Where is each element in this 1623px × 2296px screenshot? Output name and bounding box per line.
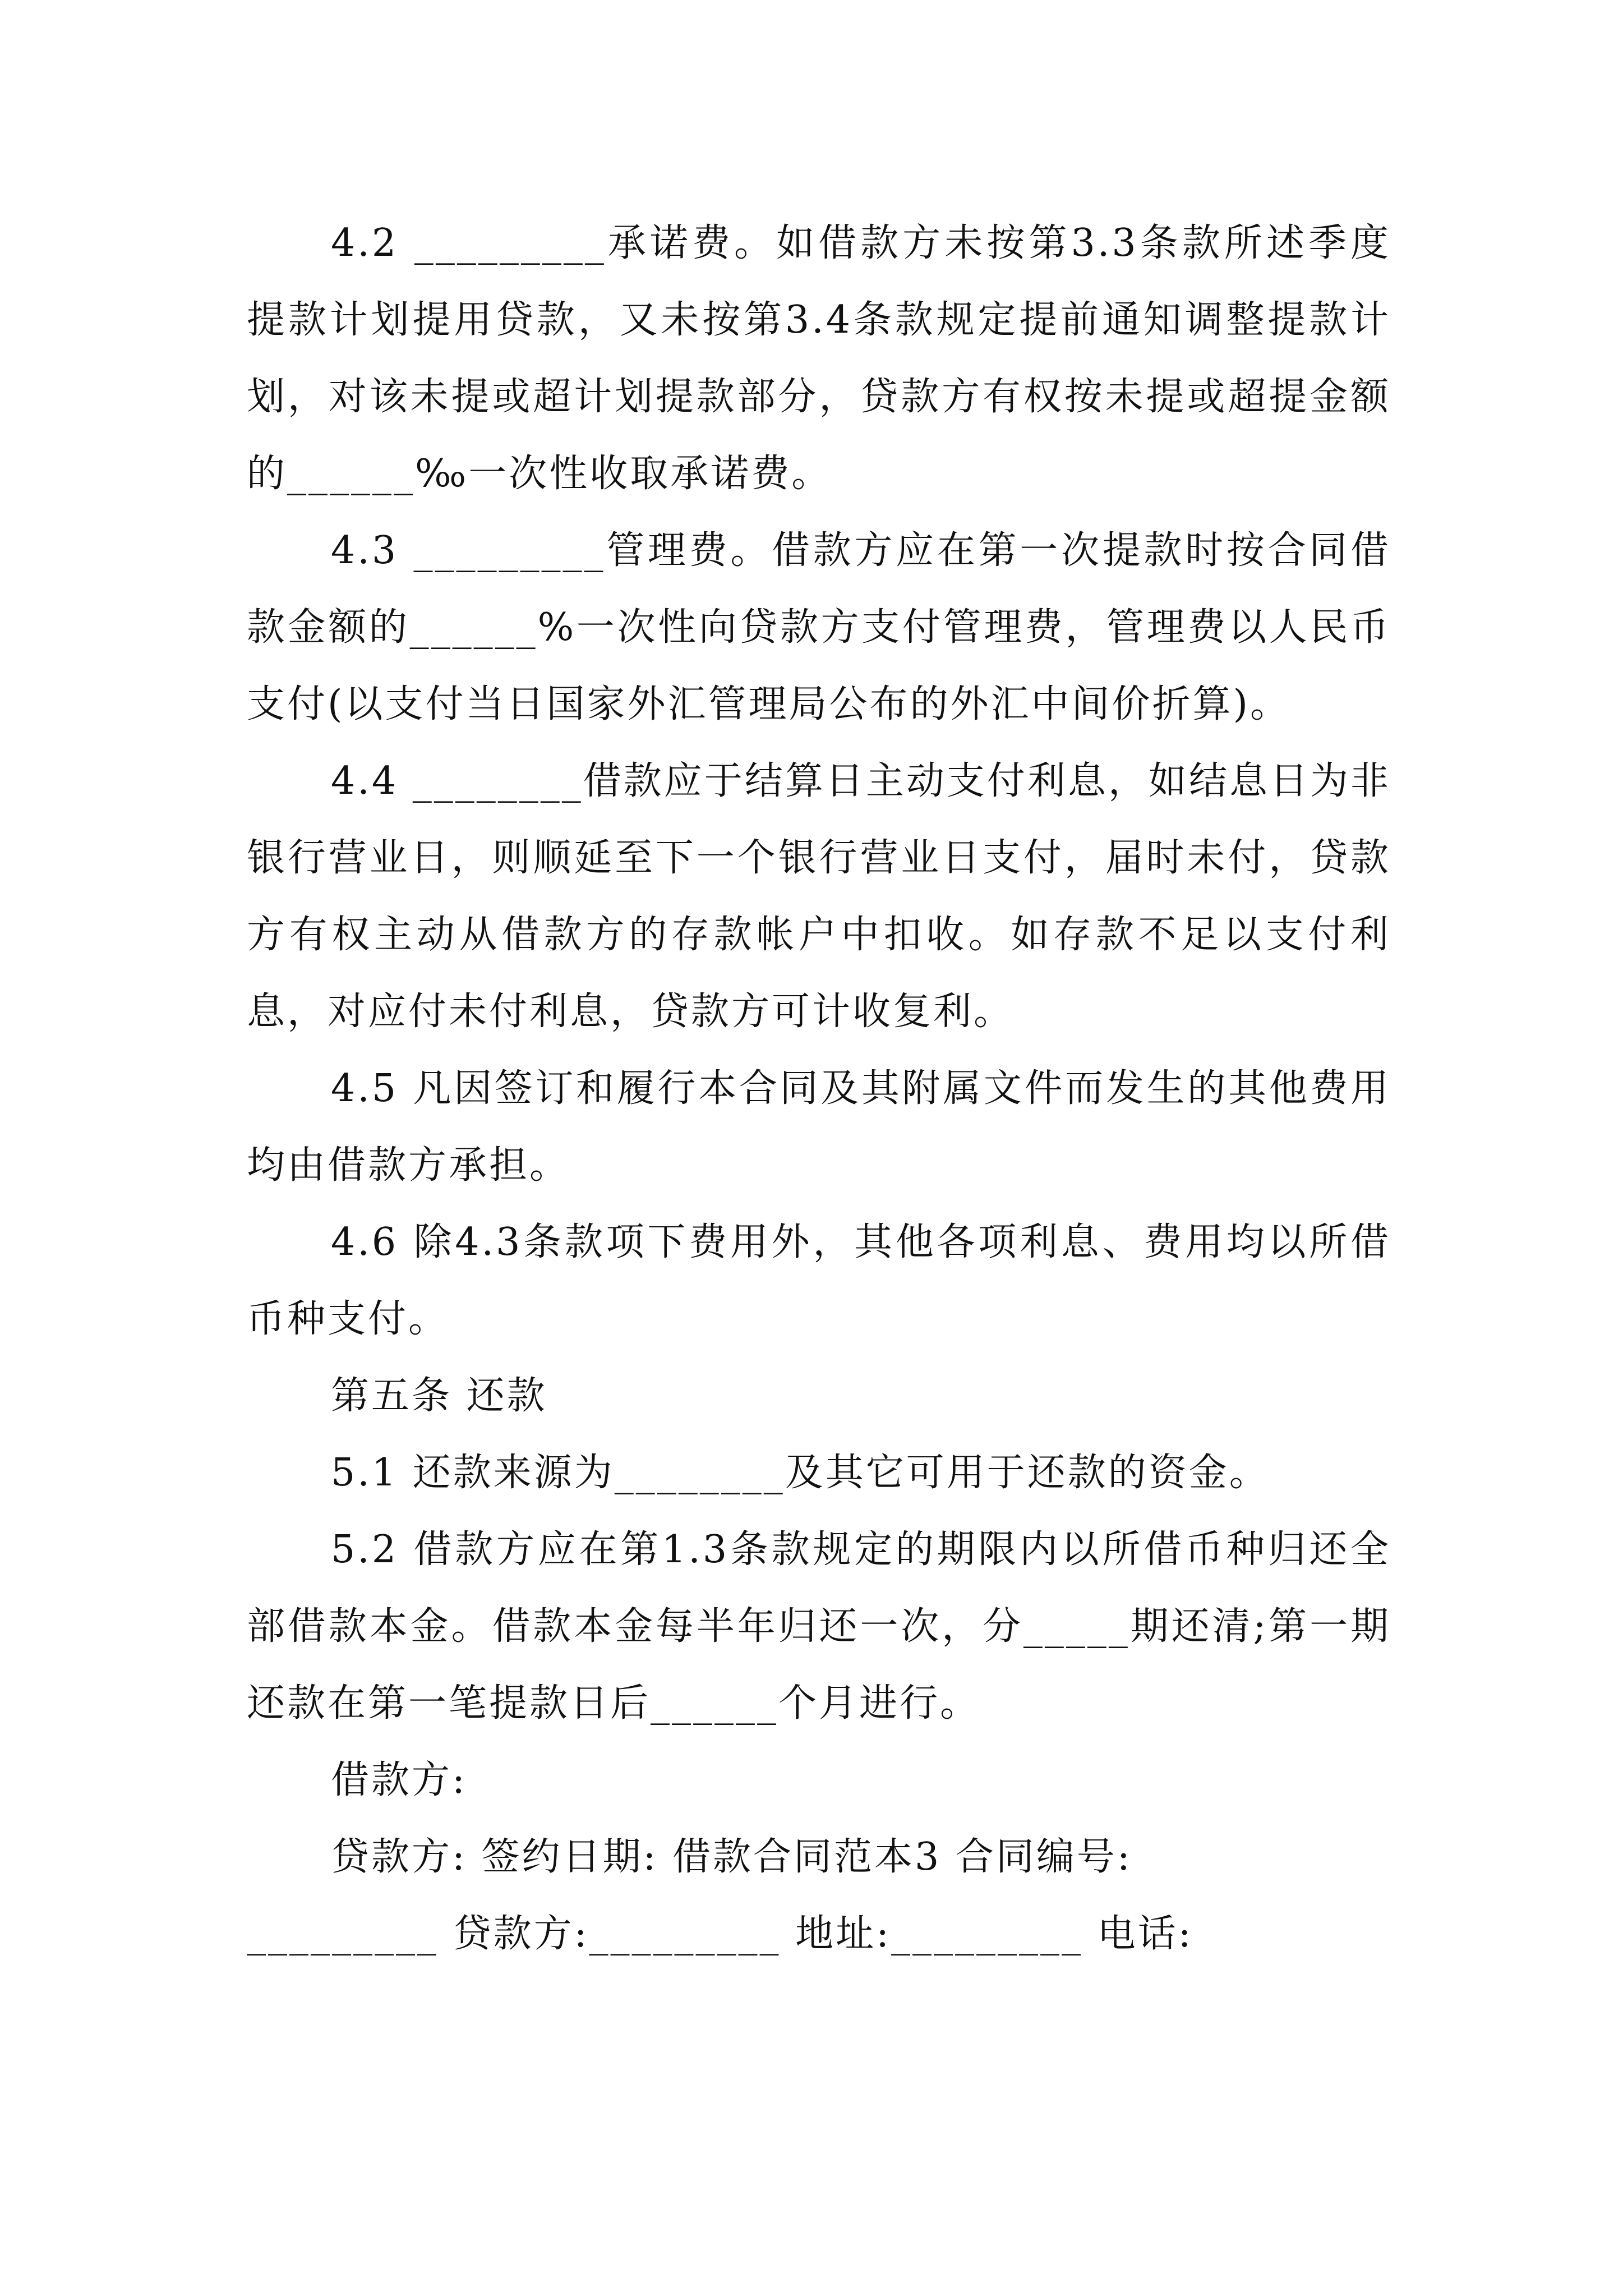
contact-line: _________ 贷款方:_________ 地址:_________ 电话: — [247, 1912, 1193, 1956]
clause-4-6: 4.6 除4.3条款项下费用外，其他各项利息、费用均以所借币种支付。 — [247, 1220, 1391, 1341]
clause-4-4: 4.4 ________借款应于结算日主动支付利息，如结息日为非银行营业日，则顺延至下一个银行营业日支付，届时未付，贷款方有权主动从借款方的存款帐户中扣收。如存款不足以支付利息，对应付未付利息，贷款方可计收复利。 — [247, 759, 1391, 1034]
clause-4-2: 4.2 _________承诺费。如借款方未按第3.3条款所述季度提款计划提用贷款，又未按第3.4条款规定提前通知调整提款计划，对该未提或超计划提款部分，贷款方有权按未提或超提金额的______‰一次性收取承诺费。 — [247, 221, 1391, 496]
borrower-label: 借款方: — [331, 1758, 467, 1802]
signature-line: 贷款方: 签约日期: 借款合同范本3 合同编号: — [331, 1835, 1132, 1879]
clause-5-2: 5.2 借款方应在第1.3条款规定的期限内以所借币种归还全部借款本金。借款本金每半年归还一次，分_____期还清;第一期还款在第一笔提款日后______个月进行。 — [247, 1527, 1391, 1726]
document-body — [247, 205, 1391, 1972]
clause-5-1: 5.1 还款来源为________及其它可用于还款的资金。 — [331, 1451, 1270, 1495]
clause-4-5: 4.5 凡因签订和履行本合同及其附属文件而发生的其他费用均由借款方承担。 — [247, 1066, 1391, 1188]
clause-4-3: 4.3 _________管理费。借款方应在第一次提款时按合同借款金额的______%一次性向贷款方支付管理费，管理费以人民币支付(以支付当日国家外汇管理局公布的外汇中间价折算)。 — [247, 528, 1391, 726]
article-5-heading: 第五条 还款 — [331, 1374, 547, 1418]
